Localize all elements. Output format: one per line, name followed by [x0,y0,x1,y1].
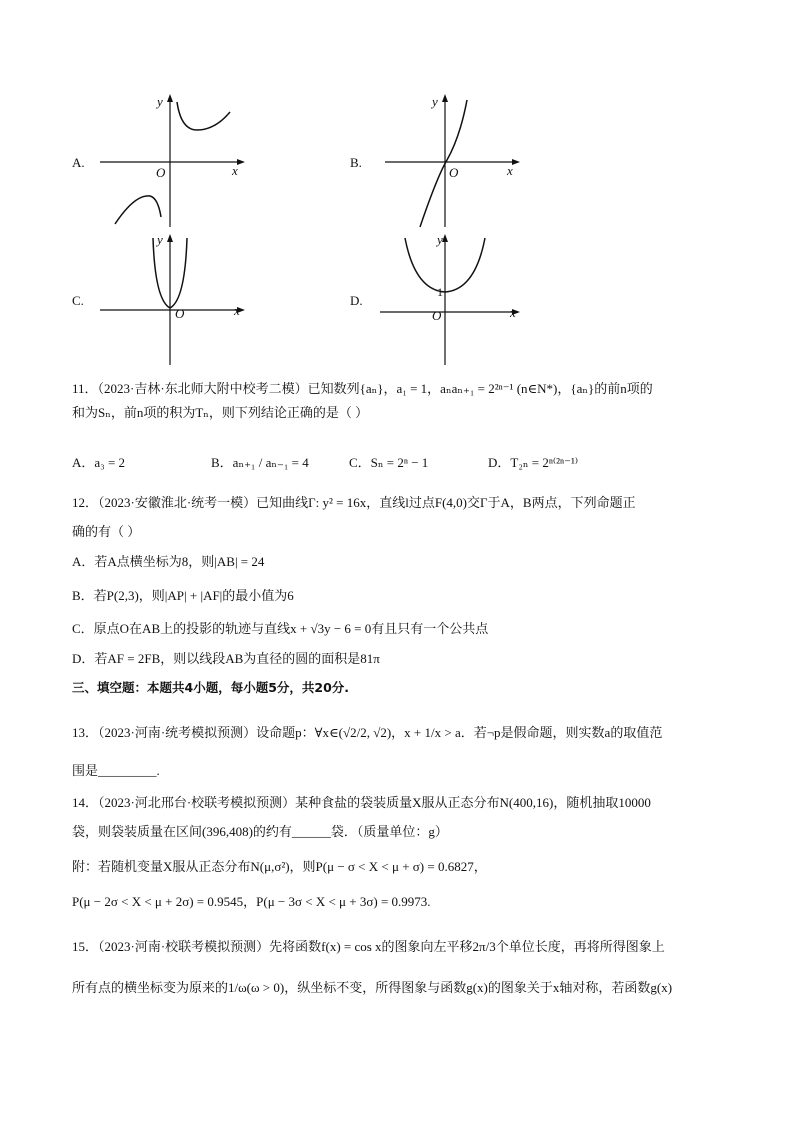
q12-line1: 12．（2023·安徽淮北·统考一模）已知曲线Γ: y² = 16x，直线l过点F(4,0)交Γ于A，B两点，下列命题正 [72,495,636,510]
q11-line2: 和为Sₙ，前n项的积为Tₙ，则下列结论正确的是（ ） [72,405,369,420]
graph-a-origin: O [156,165,166,180]
q12-option-b: B．若P(2,3)，则|AP| + |AF|的最小值为6 [72,588,294,603]
q12-option-c: C．原点O在AB上的投影的轨迹与直线x + √3y − 6 = 0有且只有一个公共点 [72,621,489,636]
q11-option-c: C．Sₙ = 2ⁿ − 1 [349,455,429,470]
q14-line1: 14．（2023·河北邢台·校联考模拟预测）某种食盐的袋装质量X服从正态分布N(400,16)，随机抽取10000 [72,795,651,810]
q14-line2: 袋，则袋装质量在区间(396,408)的约有______袋．（质量单位：g） [72,824,448,839]
graph-c [95,230,255,370]
q12-line2: 确的有（ ） [72,524,141,539]
q14-line4: P(μ − 2σ < X < μ + 2σ) = 0.9545，P(μ − 3σ < X < μ + 3σ) = 0.9973. [72,894,431,909]
q11-option-d: D．T₂ₙ = 2ⁿ⁽²ⁿ⁻¹⁾ [488,455,579,470]
q12-option-d: D．若AF = 2FB，则以线段AB为直径的圆的面积是81π [72,651,380,666]
q15-line2: 所有点的横坐标变为原来的1/ω(ω > 0)，纵坐标不变，所得图象与函数g(x)的图象关于x轴对称，若函数g(x) [72,980,673,995]
graph-b-label: B. [350,155,362,170]
section-3-heading: 三、填空题：本题共4小题，每小题5分，共20分. [72,680,350,695]
graph-d-tick-1: 1 [437,285,443,299]
graph-c-x-label: x [234,303,240,318]
q11-option-a: A．a₃ = 2 [72,455,126,470]
graph-a-y-label: y [157,94,163,109]
graph-a-label: A. [72,155,85,170]
graph-a-x-label: x [232,163,238,178]
q13-line1: 13．（2023·河南·统考模拟预测）设命题p：∀x∈(√2/2, √2)，x + 1/x > a．若¬p是假命题，则实数a的取值范 [72,725,663,740]
q14-line3: 附：若随机变量X服从正态分布N(μ,σ²)，则P(μ − σ < X < μ + σ) = 0.6827， [72,859,487,874]
graph-b [375,92,535,232]
graph-d [375,230,535,370]
graph-c-origin: O [175,306,185,321]
graph-d-x-label: x [510,305,516,320]
graph-b-y-label: y [432,94,438,109]
graph-d-origin: O [432,308,442,323]
graph-c-y-label: y [157,232,163,247]
graph-c-label: C. [72,293,84,308]
q13-line2: 围是_________. [72,763,160,778]
graph-b-origin: O [449,165,459,180]
graph-d-y-label: y [437,232,443,247]
q11-option-b: B．aₙ₊₁ / aₙ₋₁ = 4 [211,455,309,470]
q15-line1: 15．（2023·河南·校联考模拟预测）先将函数f(x) = cos x的图象向左平移2π/3个单位长度，再将所得图象上 [72,939,665,954]
q12-option-a: A．若A点横坐标为8，则|AB| = 24 [72,554,265,569]
q11-line1: 11．（2023·吉林·东北师大附中校考二模）已知数列{aₙ}，a₁ = 1，aₙaₙ₊₁ = 2²ⁿ⁻¹ (n∈N*)，{aₙ}的前n项的 [72,381,653,396]
graph-b-x-label: x [507,163,513,178]
graph-d-label: D. [350,293,363,308]
graph-a [95,92,255,232]
